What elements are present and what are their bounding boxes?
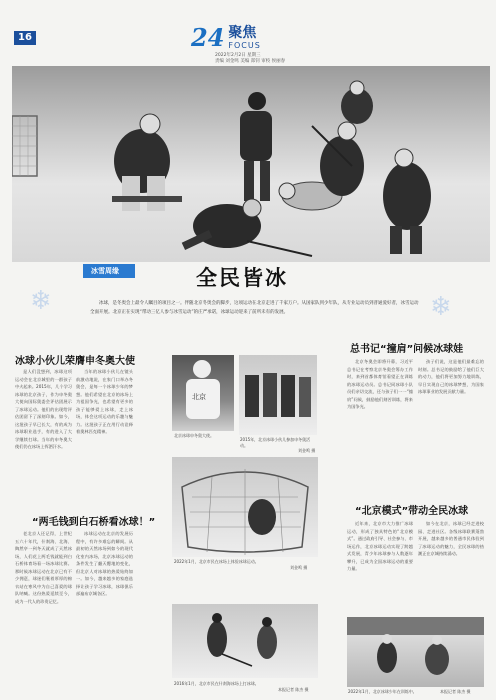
bottom-right-col1: 近年来，北京市大力推广冰球运动，形成了独具特色的“北京模式”。通过政府引导、社会参与、市场运作，北京冰球运动实现了跨越式发展，青少年冰球参与人数逐年攀升，已成为全国冰球运动的重要力量。 [347, 521, 413, 571]
cheer-article-col2: 冰球运动在北京的发展历程中，有许多难忘的瞬间。从最初的天然冰场到如今的现代化室内冰场，北京冰球运动的条件发生了翻天覆地的变化，但北京人对冰球的热爱始终如一。如今，越来越多的家庭选择让孩子学习冰球，冰球俱乐部遍布京城各区。 [76, 531, 133, 596]
masthead-title: 聚焦 [228, 25, 257, 41]
team-illustration [239, 355, 317, 435]
main-headline: 全民皆冰 [196, 266, 288, 290]
right-article-col1: 北京冬奥会即将开幕，习近平总书记在考察北京冬奥会筹办工作时，来到首都体育馆看望正在训练的冰球运动员。总书记同冰球小队员们亲切交流，还与孩子们一一“撞肩”问候，鼓励他们刻苦训练，将来为国争光。 [347, 359, 413, 409]
caption-portrait: 北京冰球申冬奥大使。 [174, 433, 214, 438]
rink-photo [172, 604, 318, 678]
caption-training: 2022年1月，北京冰球少年在训练中。 [348, 689, 417, 694]
caption-net: 2022年1月，北京市民在冰场上体验冰球运动。 [174, 559, 259, 564]
svg-text:北京: 北京 [192, 393, 206, 401]
hero-photo [12, 66, 490, 262]
page-number: 16 [14, 31, 36, 45]
left-article-headline: 冰球小伙儿荣膺申冬奥大使 [15, 356, 135, 367]
section-tag: 冰雪周缘 [83, 264, 135, 278]
right-article-col2: 孩子们说，这是他们最难忘的时刻。总书记的鼓励给了他们巨大的动力，他们将更加努力地训练，早日实现自己的冰球梦想，为国家冰球事业的发展贡献力量。 [418, 359, 484, 394]
cheer-article-headline: “两毛钱到白石桥看冰球！” [32, 517, 156, 528]
right-article-headline: 总书记“撞肩”问候冰球娃 [350, 344, 464, 355]
player-illustration [172, 355, 234, 431]
bottom-right-headline: “北京模式”带动全民冰球 [355, 506, 469, 517]
masthead-date: 2022年2月2日 星期三 [215, 53, 261, 58]
masthead-editors: 责编 刘金鸣 美编 郑钊 审校 侯丽春 [215, 59, 286, 64]
snowflake-icon: ❄ [30, 286, 52, 316]
left-article-col1: 是人们没想到，冰球这项运动会在北京城里的一群孩子中火起来。2015年，几个学习冰球的北京孩子，作为申冬奥大使向国际奥委会评估团展示了冰球运动。他们的出现给评估团留下了深刻印象。如今，这批孩子早已长大，有的成为冰球职业选手，有的进入了大学继续打球。当年的申冬奥大使们仍在冰场上挥洒汗水。 [15, 369, 72, 449]
player-portrait-photo [172, 355, 234, 431]
caption-rink: 2016年1月，北京市民在什刹海冰场上打冰球。 [174, 681, 259, 686]
net-photo [172, 457, 318, 557]
masthead-title-en: FOCUS [228, 41, 261, 50]
team-photo [239, 355, 317, 435]
credit-training: 本报记者 陈杰 摄 [440, 689, 471, 694]
caption-team: 2015年，北京冰球小伙儿参加申冬奥活动。 [240, 437, 311, 448]
training-illustration [347, 617, 484, 687]
rink-illustration [172, 604, 318, 678]
cheer-article-col1: 老北京人还记得，上世纪五六十年代，什刹海、北海、陶然亭一到冬天就成了天然冰场，人们花上两毛钱就能到白石桥体育场看一场冰球比赛。那时候冰球运动在北京已有不少拥趸，球迷们裹着厚厚的棉衣站在寒风中为自己喜爱的球队呐喊。这份热爱延续至今，成为一代人的珍贵记忆。 [15, 531, 72, 604]
masthead-number: 24 [191, 23, 225, 52]
bottom-right-col2: 如今在北京，冰球已经走进校园、走进社区。各级冰球联赛蓬勃开展，越来越多的普通市民体验到了冰球运动的魅力，全民冰球的热潮正在京城持续涌动。 [418, 521, 484, 556]
masthead [191, 23, 286, 64]
intro-paragraph: 冰球，是冬奥会上最令人瞩目的项目之一。伴随北京冬奥会的脚步，这项运动在北京走进了千家万户。从国家队到少年队，从专业运动员到普通爱好者，冰雪运动全面开展。北京正在实现“带动三亿人参与冰雪运动”的庄严承诺，冰球运动迎来了前所未有的发展。 [90, 301, 419, 315]
left-article-col2: 当年的冰球小伙儿在镜头前激动地说，在家门口举办冬奥会，是每一个冰球少年的梦想。他们希望在北京的冰场上为祖国争光，也希望有更多的孩子能够爱上冰球，走上冰场，体会这项运动的乐趣与魅力。这批孩子正在用行动诠释着奥林匹克精神。 [76, 369, 133, 434]
hockey-scene-illustration [12, 66, 490, 262]
credit-rink: 本报记者 陈杰 摄 [278, 687, 309, 692]
training-photo [347, 617, 484, 687]
credit-net: 刘金鸣 摄 [290, 565, 308, 570]
snowflake-icon: ❄ [430, 292, 452, 322]
hockey-net-illustration [172, 457, 318, 557]
credit-team: 刘金鸣 摄 [298, 448, 316, 453]
